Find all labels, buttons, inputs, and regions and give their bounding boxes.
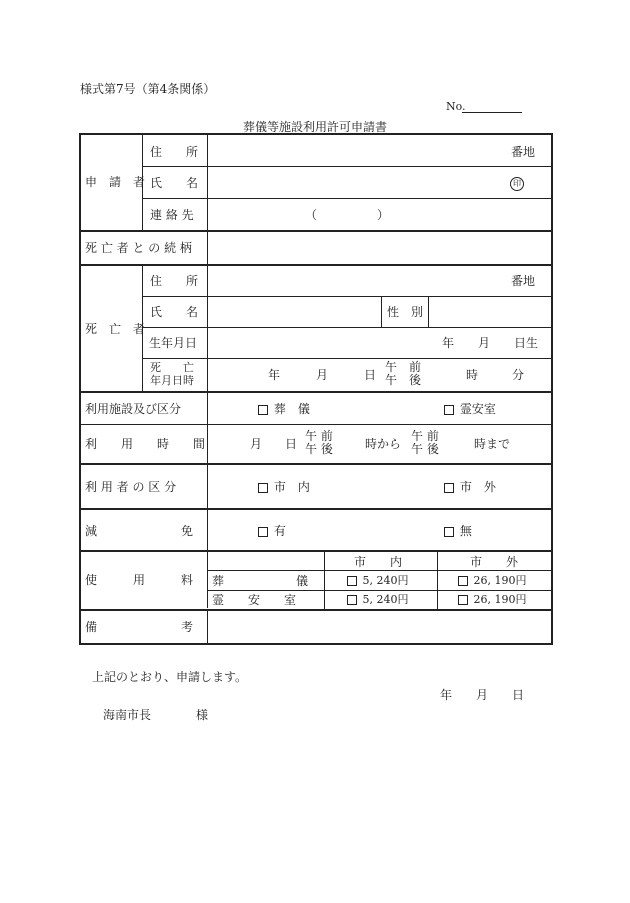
death-day-unit: 日	[364, 368, 377, 382]
deceased-address-field[interactable]	[210, 268, 506, 293]
facility-option-funeral[interactable]: 葬 儀	[258, 402, 310, 416]
applicant-section-label: 申 請 者	[85, 175, 146, 189]
usage-end-am-option[interactable]: 午 前	[411, 429, 439, 443]
user-category-label: 利 用 者 の 区 分	[85, 480, 177, 494]
applicant-contact-label: 連 絡 先	[150, 208, 194, 222]
applicant-name-label: 氏 名	[150, 176, 199, 190]
checkbox-icon	[347, 595, 357, 605]
remarks-label: 備 考	[85, 620, 194, 634]
checkbox-icon	[444, 527, 454, 537]
document-number-field[interactable]	[462, 112, 522, 113]
exemption-label: 減 免	[85, 524, 194, 538]
deceased-birth-label: 生年月日	[149, 336, 198, 350]
user-category-inside[interactable]: 市 内	[258, 480, 310, 494]
deceased-address-label: 住 所	[150, 274, 199, 288]
deceased-name-field[interactable]	[210, 299, 378, 324]
usage-end-pm-option[interactable]: 午 後	[411, 442, 439, 456]
death-pm-option[interactable]: 午 後	[385, 373, 422, 387]
seal-icon: 印	[510, 177, 524, 191]
deceased-birth-field[interactable]	[210, 330, 438, 355]
addressee-honorific: 様	[196, 708, 209, 722]
death-hour-unit: 時	[466, 368, 479, 382]
deceased-sex-label: 性 別	[387, 305, 424, 319]
usage-start-am-option[interactable]: 午 前	[305, 429, 333, 443]
application-date: 年 月 日	[440, 688, 525, 702]
usage-day-unit: 日	[285, 437, 298, 451]
checkbox-icon	[258, 527, 268, 537]
fee-label: 使 用 料	[85, 573, 194, 587]
application-statement: 上記のとおり、申請します。	[92, 670, 248, 684]
document-number-label: No.	[446, 100, 466, 113]
death-year-unit: 年	[268, 368, 281, 382]
addressee: 海南市長	[103, 708, 152, 722]
usage-time-label: 利 用 時 間	[85, 437, 206, 451]
applicant-name-field[interactable]	[210, 170, 500, 195]
deceased-death-label-line2: 年月日時	[150, 374, 194, 387]
applicant-contact-paren: （ ）	[305, 208, 390, 222]
fee-col-outside: 市 外	[470, 555, 519, 569]
checkbox-icon	[444, 405, 454, 415]
deceased-name-label: 氏 名	[150, 305, 199, 319]
exemption-yes[interactable]: 有	[258, 524, 286, 538]
deceased-section-label: 死 亡 者	[85, 322, 146, 336]
checkbox-icon	[458, 595, 468, 605]
user-category-outside[interactable]: 市 外	[444, 480, 496, 494]
checkbox-icon	[444, 483, 454, 493]
checkbox-icon	[347, 576, 357, 586]
fee-row-mortuary-name: 霊 安 室	[212, 593, 297, 607]
death-am-option[interactable]: 午 前	[385, 360, 422, 374]
form-number: 様式第7号（第4条関係）	[80, 82, 216, 96]
facility-option-mortuary[interactable]: 霊安室	[444, 402, 496, 416]
deceased-sex-field[interactable]	[431, 299, 550, 324]
fee-row-funeral-outside[interactable]: 26, 190円	[458, 574, 527, 588]
deceased-birth-suffix: 年 月 日生	[442, 336, 539, 350]
relation-field[interactable]	[210, 235, 550, 261]
relation-label: 死 亡 者 と の 続 柄	[85, 241, 192, 255]
death-month-unit: 月	[316, 368, 329, 382]
deceased-death-label-line1: 死 亡	[150, 361, 194, 374]
usage-until-label: 時まで	[474, 437, 511, 451]
fee-row-funeral-inside[interactable]: 5, 240円	[347, 574, 409, 588]
checkbox-icon	[258, 483, 268, 493]
checkbox-icon	[258, 405, 268, 415]
usage-month-unit: 月	[250, 437, 263, 451]
usage-from-label: 時から	[365, 437, 402, 451]
exemption-no[interactable]: 無	[444, 524, 472, 538]
facility-label: 利用施設及び区分	[85, 402, 182, 416]
deceased-address-suffix: 番地	[511, 274, 536, 288]
remarks-field[interactable]	[210, 613, 550, 642]
usage-start-pm-option[interactable]: 午 後	[305, 442, 333, 456]
fee-row-mortuary-inside[interactable]: 5, 240円	[347, 593, 409, 607]
fee-row-funeral-name: 葬 儀	[212, 574, 309, 588]
applicant-address-label: 住 所	[150, 145, 199, 159]
applicant-address-field[interactable]	[210, 139, 506, 164]
fee-row-mortuary-outside[interactable]: 26, 190円	[458, 593, 527, 607]
applicant-address-suffix: 番地	[511, 145, 536, 159]
page-title: 葬儀等施設利用許可申請書	[242, 120, 387, 134]
fee-col-inside: 市 内	[354, 555, 403, 569]
checkbox-icon	[458, 576, 468, 586]
applicant-contact-field[interactable]	[210, 202, 550, 227]
death-minute-unit: 分	[512, 368, 525, 382]
